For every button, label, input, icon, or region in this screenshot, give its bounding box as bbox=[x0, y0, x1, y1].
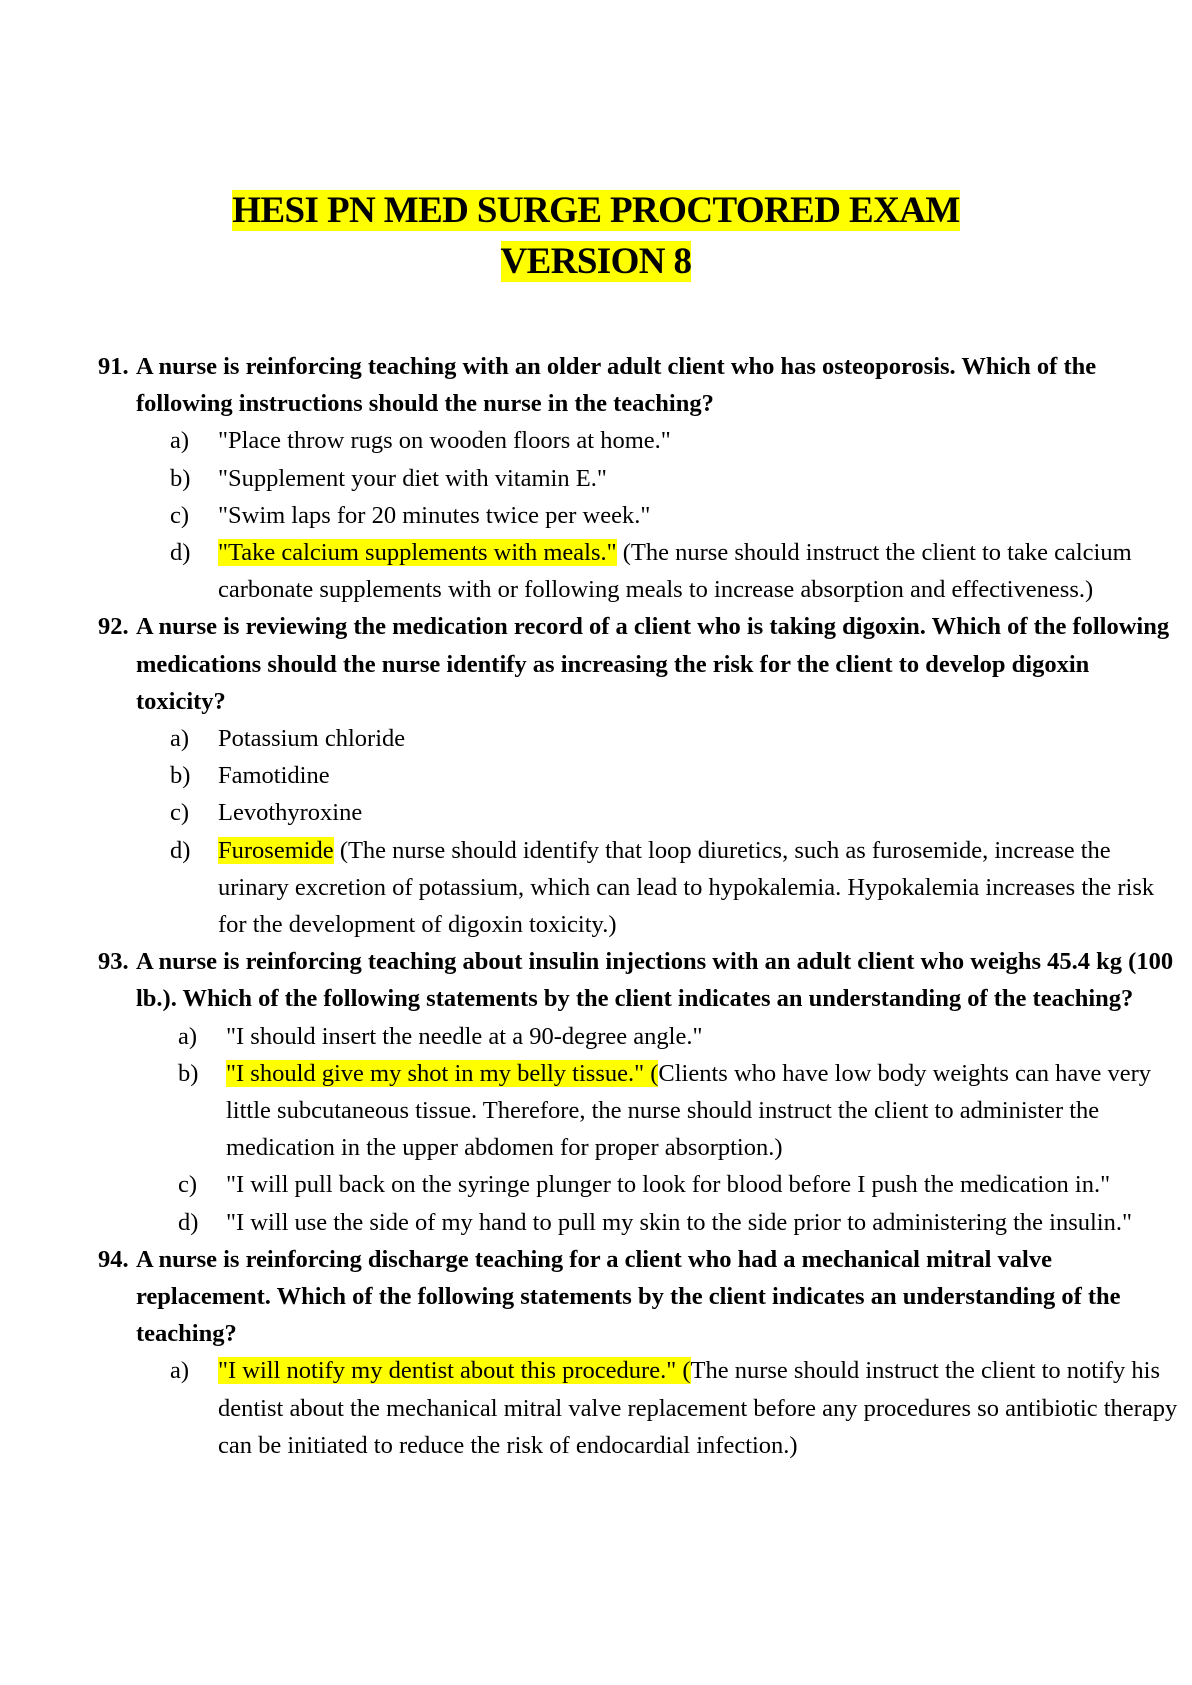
option-d bbox=[136, 1204, 1178, 1241]
option-a bbox=[136, 1018, 1178, 1055]
question-number: 94. bbox=[98, 1245, 129, 1273]
option-letter: c) bbox=[178, 1171, 198, 1199]
option-b bbox=[136, 757, 1178, 794]
document-title bbox=[0, 185, 1192, 287]
option-d bbox=[136, 534, 1178, 608]
answer-options bbox=[136, 1352, 1178, 1464]
option-letter: c) bbox=[170, 501, 190, 529]
answer-options bbox=[136, 720, 1178, 943]
question-stem: A nurse is reinforcing discharge teaching for a client who had a mechanical mitral valve replacement. Which of the following statements by the client indicates an understanding of the teaching? bbox=[136, 1245, 1121, 1348]
option-letter: b) bbox=[170, 762, 191, 790]
question-94 bbox=[98, 1241, 1178, 1464]
question-stem: A nurse is reviewing the medication record of a client who is taking digoxin. Which of the following medications should the nurse identify as increasing the risk for the client to develop digoxin toxicity? bbox=[136, 613, 1170, 715]
question-93 bbox=[98, 943, 1178, 1241]
question-91 bbox=[98, 348, 1178, 608]
option-text: Levothyroxine bbox=[218, 799, 363, 827]
option-d bbox=[136, 832, 1178, 944]
option-text: "Place throw rugs on wooden floors at home." bbox=[218, 427, 671, 455]
question-number: 92. bbox=[98, 613, 129, 641]
correct-answer-highlight: "I should give my shot in my belly tissue." ( bbox=[226, 1059, 659, 1087]
question-number: 91. bbox=[98, 353, 129, 380]
option-letter: b) bbox=[178, 1059, 199, 1087]
answer-options bbox=[136, 1018, 1178, 1241]
correct-answer-highlight: "I will notify my dentist about this procedure." ( bbox=[218, 1357, 691, 1385]
title-line-2: VERSION 8 bbox=[500, 241, 692, 282]
option-c bbox=[136, 794, 1178, 831]
option-text: Potassium chloride bbox=[218, 725, 406, 753]
correct-answer-highlight: "Take calcium supplements with meals." bbox=[218, 539, 617, 567]
option-text: "I will use the side of my hand to pull my skin to the side prior to administering the insulin." bbox=[226, 1208, 1132, 1236]
answer-rationale: Clients who have low body weights can have very little subcutaneous tissue. Therefore, the nurse should instruct the client to administer the medication in the upper abdomen for proper absorption.) bbox=[226, 1059, 1152, 1162]
correct-answer-highlight: Furosemide bbox=[218, 836, 334, 864]
option-text: Famotidine bbox=[218, 762, 330, 790]
question-list bbox=[98, 348, 1178, 1464]
option-letter: d) bbox=[178, 1208, 199, 1236]
option-letter: c) bbox=[170, 799, 190, 827]
option-letter: a) bbox=[170, 1357, 190, 1385]
option-a bbox=[136, 422, 1178, 459]
option-b bbox=[136, 460, 1178, 497]
question-stem: A nurse is reinforcing teaching with an older adult client who has osteoporosis. Which of the following instructions should the nurse in the teaching? bbox=[136, 353, 1097, 418]
option-text: "Swim laps for 20 minutes twice per week." bbox=[218, 501, 651, 529]
option-c bbox=[136, 497, 1178, 534]
option-b bbox=[136, 1055, 1178, 1167]
option-text: "I will pull back on the syringe plunger to look for blood before I push the medication in." bbox=[226, 1171, 1111, 1199]
question-stem: A nurse is reinforcing teaching about insulin injections with an adult client who weighs 45.4 kg (100 lb.). Which of the following statements by the client indicates an understanding of the teaching? bbox=[136, 948, 1174, 1013]
answer-options bbox=[136, 422, 1178, 608]
option-letter: a) bbox=[170, 725, 190, 753]
option-letter: b) bbox=[170, 464, 191, 492]
title-line-1: HESI PN MED SURGE PROCTORED EXAM bbox=[232, 190, 960, 231]
option-letter: a) bbox=[178, 1022, 198, 1050]
option-letter: d) bbox=[170, 836, 191, 864]
question-number: 93. bbox=[98, 948, 129, 976]
answer-rationale: The nurse should instruct the client to notify his dentist about the mechanical mitral valve replacement before any procedures so antibiotic therapy can be initiated to reduce the risk of endocardial infection.) bbox=[218, 1357, 1178, 1459]
option-letter: a) bbox=[170, 427, 190, 455]
option-a bbox=[136, 720, 1178, 757]
option-letter: d) bbox=[170, 539, 191, 567]
option-text: "I should insert the needle at a 90-degree angle." bbox=[226, 1022, 703, 1050]
question-92 bbox=[98, 608, 1178, 943]
option-a bbox=[136, 1352, 1178, 1464]
answer-rationale: (The nurse should identify that loop diuretics, such as furosemide, increase the urinary excretion of potassium, which can lead to hypokalemia. Hypokalemia increases the risk for the development of digoxin toxicity.) bbox=[218, 836, 1155, 939]
answer-rationale: (The nurse should instruct the client to take calcium carbonate supplements with or following meals to increase absorption and effectiveness.) bbox=[218, 539, 1132, 604]
option-c bbox=[136, 1166, 1178, 1203]
option-text: "Supplement your diet with vitamin E." bbox=[218, 464, 607, 492]
